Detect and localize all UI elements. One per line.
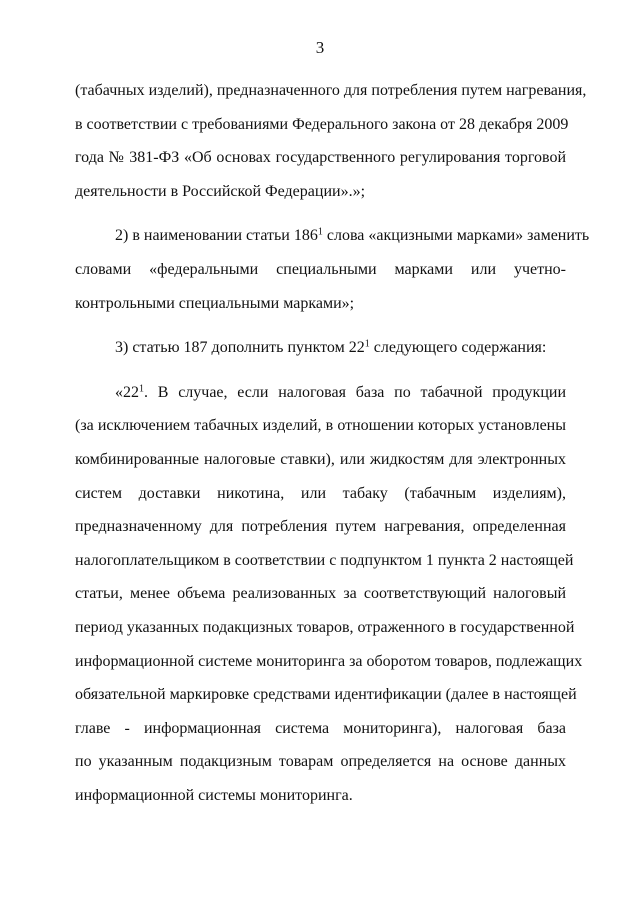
text-line: налогоплательщиком в соответствии с подпунктом 1 пункта 2 настоящей [75, 551, 574, 569]
text-line: (за исключением табачных изделий, в отношении которых установлены [75, 417, 566, 435]
superscript: 1 [317, 226, 323, 238]
text-line: словами «федеральными специальными марками или учетно- [75, 260, 566, 278]
text-line [75, 337, 566, 371]
page-number: 3 [315, 38, 325, 57]
text-line: (табачных изделий), предназначенного для потребления путем нагревания, [75, 82, 587, 99]
text-line: в соответствии с требованиями Федерального закона от 28 декабря 2009 [75, 115, 569, 133]
text-segment: слова «акцизными марками» заменить [322, 227, 590, 245]
text-segment: 3) статью 187 дополнить пунктом 22 [115, 339, 365, 357]
text-line: период указанных подакцизных товаров, отраженного в государственной [75, 618, 575, 636]
text-line: деятельности в Российской Федерации».»; [75, 182, 366, 200]
text-line: комбинированные налоговые ставки), или жидкостям для электронных [75, 450, 566, 468]
text-segment: «22 [115, 383, 139, 401]
text-line: главе - информационная система мониторинга), налоговая база [75, 719, 566, 737]
text-segment: . В случае, если налоговая база по табачной продукции [144, 383, 566, 401]
text-line [75, 382, 566, 416]
text-line: контрольными специальными марками»; [75, 294, 355, 312]
text-line: обязательной маркировке средствами идентификации (далее в настоящей [75, 686, 577, 704]
text-segment: следующего содержания: [369, 339, 547, 357]
text-line: года № 381-ФЗ «Об основах государственного регулирования торговой [75, 149, 566, 167]
text-line [75, 225, 590, 259]
text-line: информационной системе мониторинга за оборотом товаров, подлежащих [75, 652, 583, 670]
superscript: 1 [139, 383, 144, 395]
text-line: систем доставки никотина, или табаку (табачным изделиям), [75, 484, 566, 502]
text-line: информационной системы мониторинга. [75, 786, 353, 804]
text-segment: 2) в наименовании статьи 186 [115, 227, 318, 245]
document-body [75, 80, 590, 818]
text-line: предназначенному для потребления путем нагревания, определенная [75, 518, 566, 536]
text-line: статьи, менее объема реализованных за соответствующий налоговый [75, 585, 566, 603]
text-line: по указанным подакцизным товарам определяется на основе данных [75, 753, 566, 771]
superscript: 1 [364, 338, 370, 350]
